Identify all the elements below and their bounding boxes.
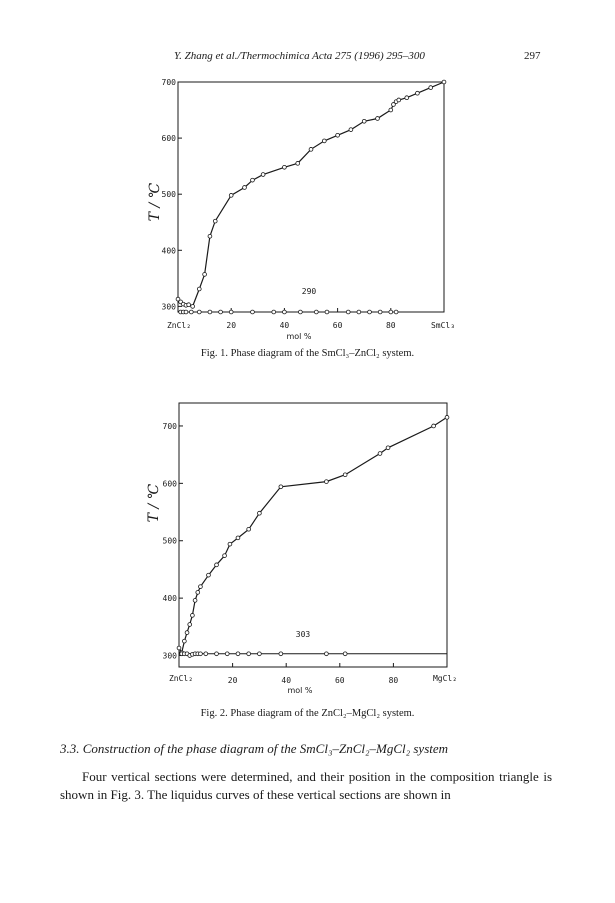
- fig1-solidus-point: [272, 310, 276, 314]
- fig2-liquidus-point: [279, 485, 283, 489]
- fig2-liquidus-point: [386, 446, 390, 450]
- fig2-liquidus-point: [228, 542, 232, 546]
- fig1-solidus-point: [378, 310, 382, 314]
- fig1-solidus-point: [184, 310, 188, 314]
- fig2-solidus-point: [204, 652, 208, 656]
- fig1-solidus-point: [325, 310, 329, 314]
- fig2-solidus-point: [225, 652, 229, 656]
- fig1-x-tick-label: 40: [279, 321, 290, 330]
- fig1-liquidus-point: [191, 304, 195, 308]
- fig1-liquidus-point: [322, 139, 326, 143]
- fig2-liquidus-point: [343, 473, 347, 477]
- fig1-solidus-point: [219, 310, 223, 314]
- figure-2-caption: Fig. 2. Phase diagram of the ZnCl₂–MgCl₂ system.: [200, 708, 415, 719]
- fig1-solidus-point: [346, 310, 350, 314]
- fig1-x-tick-label: 20: [226, 321, 237, 330]
- fig2-liquidus-curve: [179, 417, 447, 652]
- fig2-x-tick-label: 40: [281, 676, 292, 685]
- fig1-solidus-point: [208, 310, 212, 314]
- fig2-y-tick-label: 400: [162, 594, 177, 604]
- fig2-liquidus-point: [177, 646, 181, 650]
- figure-1-caption: Fig. 1. Phase diagram of the SmCl₃–ZnCl₂ system.: [200, 348, 415, 359]
- fig1-annotation: 290: [301, 287, 317, 296]
- fig1-liquidus-point: [405, 96, 409, 100]
- fig2-liquidus-point: [185, 631, 189, 635]
- fig1-liquidus-point: [229, 193, 233, 197]
- fig1-liquidus-point: [429, 86, 433, 90]
- fig1-liquidus-point: [187, 303, 191, 307]
- fig2-solidus-point: [325, 652, 329, 656]
- section-heading: 3.3. Construction of the phase diagram of the SmCl₃–ZnCl₂–MgCl₂ system: [60, 741, 449, 756]
- fig1-liquidus-point: [251, 178, 255, 182]
- fig2-frame: [179, 403, 447, 667]
- fig1-liquidus-point: [416, 91, 420, 95]
- fig2-solidus-point: [236, 652, 240, 656]
- fig1-solidus-point: [389, 310, 393, 314]
- fig1-liquidus-point: [389, 108, 393, 112]
- fig1-liquidus-point: [442, 80, 446, 84]
- fig2-solidus-point: [215, 652, 219, 656]
- fig2-x-right-label: MgCl₂: [432, 674, 458, 683]
- fig2-plot: [146, 403, 457, 695]
- fig2-x-tick-label: 80: [388, 676, 399, 685]
- fig1-solidus-point: [298, 310, 302, 314]
- fig2-y-axis-title: T / ℃: [146, 483, 162, 523]
- fig1-liquidus-point: [362, 119, 366, 123]
- figure-1-chart: [0, 70, 615, 340]
- fig2-liquidus-point: [188, 623, 192, 627]
- fig2-liquidus-point: [199, 585, 203, 589]
- fig2-y-tick-label: 700: [162, 421, 177, 431]
- fig1-plot: [147, 78, 455, 341]
- fig2-solidus-point: [199, 652, 203, 656]
- fig1-solidus-point: [283, 310, 287, 314]
- fig1-liquidus-point: [213, 219, 217, 223]
- fig2-liquidus-point: [223, 554, 227, 558]
- fig1-liquidus-curve: [178, 82, 444, 306]
- fig1-x-right-label: SmCl₃: [430, 321, 456, 330]
- fig2-solidus-point: [247, 652, 251, 656]
- fig2-x-tick-label: 20: [227, 676, 238, 685]
- fig1-liquidus-point: [261, 173, 265, 177]
- fig1-liquidus-point: [349, 128, 353, 132]
- running-title: Y. Zhang et al./Thermochimica Acta 275 (1996) 295–300: [174, 50, 425, 62]
- fig1-solidus-point: [368, 310, 372, 314]
- fig1-liquidus-point: [283, 165, 287, 169]
- fig2-liquidus-point: [258, 511, 262, 515]
- fig2-liquidus-point: [445, 415, 449, 419]
- fig1-y-tick-label: 400: [161, 246, 176, 256]
- fig1-liquidus-point: [208, 234, 212, 238]
- fig1-liquidus-point: [243, 186, 247, 190]
- fig2-liquidus-point: [191, 613, 195, 617]
- fig1-solidus-point: [357, 310, 361, 314]
- fig1-solidus-point: [394, 310, 398, 314]
- fig2-solidus-point: [279, 652, 283, 656]
- fig2-x-left-label: ZnCl₂: [168, 674, 194, 683]
- fig2-x-axis-title: mol %: [287, 686, 313, 695]
- fig2-y-tick-label: 300: [162, 651, 177, 661]
- fig2-liquidus-point: [247, 527, 251, 531]
- fig1-y-tick-label: 700: [161, 78, 176, 87]
- fig1-x-left-label: ZnCl₂: [166, 321, 192, 330]
- fig2-liquidus-point: [236, 536, 240, 540]
- fig1-liquidus-point: [336, 133, 340, 137]
- fig1-solidus-point: [229, 310, 233, 314]
- fig2-liquidus-point: [182, 639, 186, 643]
- fig1-solidus-point: [197, 310, 201, 314]
- fig1-solidus-point: [189, 310, 193, 314]
- fig1-frame: [178, 82, 444, 312]
- fig1-y-tick-label: 300: [161, 302, 176, 312]
- fig1-y-axis-title: T / ℃: [147, 182, 163, 222]
- fig2-solidus-point: [258, 652, 262, 656]
- fig2-solidus-point: [343, 652, 347, 656]
- fig2-liquidus-point: [432, 424, 436, 428]
- fig1-solidus-point: [251, 310, 255, 314]
- fig2-annotation: 303: [295, 630, 311, 639]
- fig1-solidus-point: [314, 310, 318, 314]
- figure-2-chart: [0, 393, 615, 703]
- fig1-x-axis-title: mol %: [286, 332, 312, 341]
- body-text: Four vertical sections were determined, and their position in the composition triangle is shown in Fig. 3. The liquidus curves of these vertical sections are shown in: [60, 769, 552, 802]
- fig2-y-tick-label: 500: [162, 536, 177, 546]
- fig2-y-tick-label: 600: [162, 479, 177, 489]
- fig1-liquidus-point: [397, 98, 401, 102]
- fig2-liquidus-point: [196, 590, 200, 594]
- running-header: [0, 50, 615, 66]
- fig1-y-tick-label: 500: [161, 190, 176, 200]
- fig1-y-tick-label: 600: [161, 134, 176, 144]
- fig2-liquidus-point: [193, 599, 197, 603]
- fig2-liquidus-point: [378, 452, 382, 456]
- fig1-x-tick-label: 80: [385, 321, 396, 330]
- fig2-liquidus-point: [325, 480, 329, 484]
- fig2-x-tick-label: 60: [334, 676, 345, 685]
- fig2-liquidus-point: [215, 563, 219, 567]
- page-number: 297: [524, 50, 541, 62]
- fig2-liquidus-point: [207, 573, 211, 577]
- fig1-x-tick-label: 60: [332, 321, 343, 330]
- body-paragraph: [60, 768, 552, 804]
- fig1-liquidus-point: [376, 117, 380, 121]
- fig1-liquidus-point: [203, 273, 207, 277]
- fig1-liquidus-point: [296, 161, 300, 165]
- fig1-liquidus-point: [197, 287, 201, 291]
- fig1-liquidus-point: [309, 147, 313, 151]
